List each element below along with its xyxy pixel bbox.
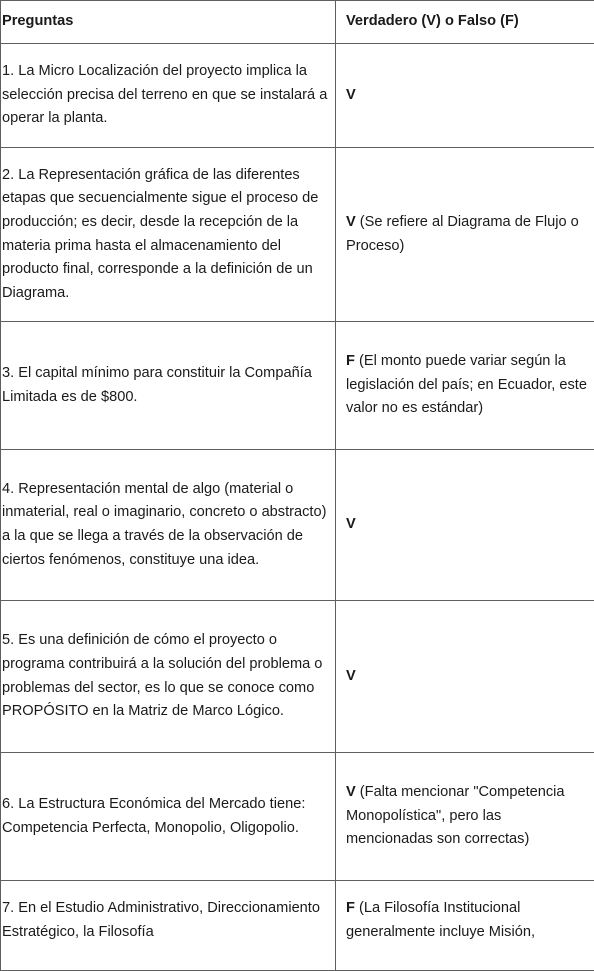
table-row <box>1 44 594 148</box>
answer-note: (El monto puede variar según la legislación del país; en Ecuador, este valor no es estándar) <box>346 353 587 416</box>
answer-note: (La Filosofía Institucional generalmente incluye Misión, <box>346 900 535 940</box>
table-row <box>1 322 594 450</box>
verdict: V <box>346 784 356 800</box>
verdict: V <box>346 214 356 230</box>
verdict: F <box>346 353 355 369</box>
table-header-row <box>1 1 594 44</box>
table-row <box>1 450 594 601</box>
question-cell: 4. Representación mental de algo (material o inmaterial, real o imaginario, concreto o abstracto) a la que se llega a través de la observación de ciertos fenómenos, constituye una idea. <box>1 450 336 601</box>
answer-cell <box>336 753 594 881</box>
table-row <box>1 753 594 881</box>
header-answer: Verdadero (V) o Falso (F) <box>336 1 594 44</box>
question-cell: 7. En el Estudio Administrativo, Direccionamiento Estratégico, la Filosofía <box>1 881 336 971</box>
table-row <box>1 881 594 971</box>
verdict: V <box>346 87 356 103</box>
question-cell: 1. La Micro Localización del proyecto implica la selección precisa del terreno en que se instalará a operar la planta. <box>1 44 336 148</box>
header-questions: Preguntas <box>1 1 336 44</box>
table-row <box>1 148 594 322</box>
question-cell: 2. La Representación gráfica de las diferentes etapas que secuencialmente sigue el proceso de producción; es decir, desde la recepción de la materia prima hasta el almacenamiento del producto final, corresponde a la definición de un Diagrama. <box>1 148 336 322</box>
question-cell: 3. El capital mínimo para constituir la Compañía Limitada es de $800. <box>1 322 336 450</box>
verdict: V <box>346 668 356 684</box>
answer-cell <box>336 44 594 148</box>
answer-cell <box>336 450 594 601</box>
answer-cell <box>336 881 594 971</box>
question-cell: 6. La Estructura Económica del Mercado tiene: Competencia Perfecta, Monopolio, Oligopolio. <box>1 753 336 881</box>
verdict: F <box>346 900 355 916</box>
answer-cell <box>336 148 594 322</box>
answer-note: (Falta mencionar "Competencia Monopolística", pero las mencionadas son correctas) <box>346 784 565 847</box>
table-row <box>1 601 594 753</box>
answer-cell <box>336 601 594 753</box>
answer-note: (Se refiere al Diagrama de Flujo o Proceso) <box>346 214 579 254</box>
verdict: V <box>346 516 356 532</box>
answer-cell <box>336 322 594 450</box>
question-cell: 5. Es una definición de cómo el proyecto o programa contribuirá a la solución del problema o problemas del sector, es lo que se conoce como PROPÓSITO en la Matriz de Marco Lógico. <box>1 601 336 753</box>
